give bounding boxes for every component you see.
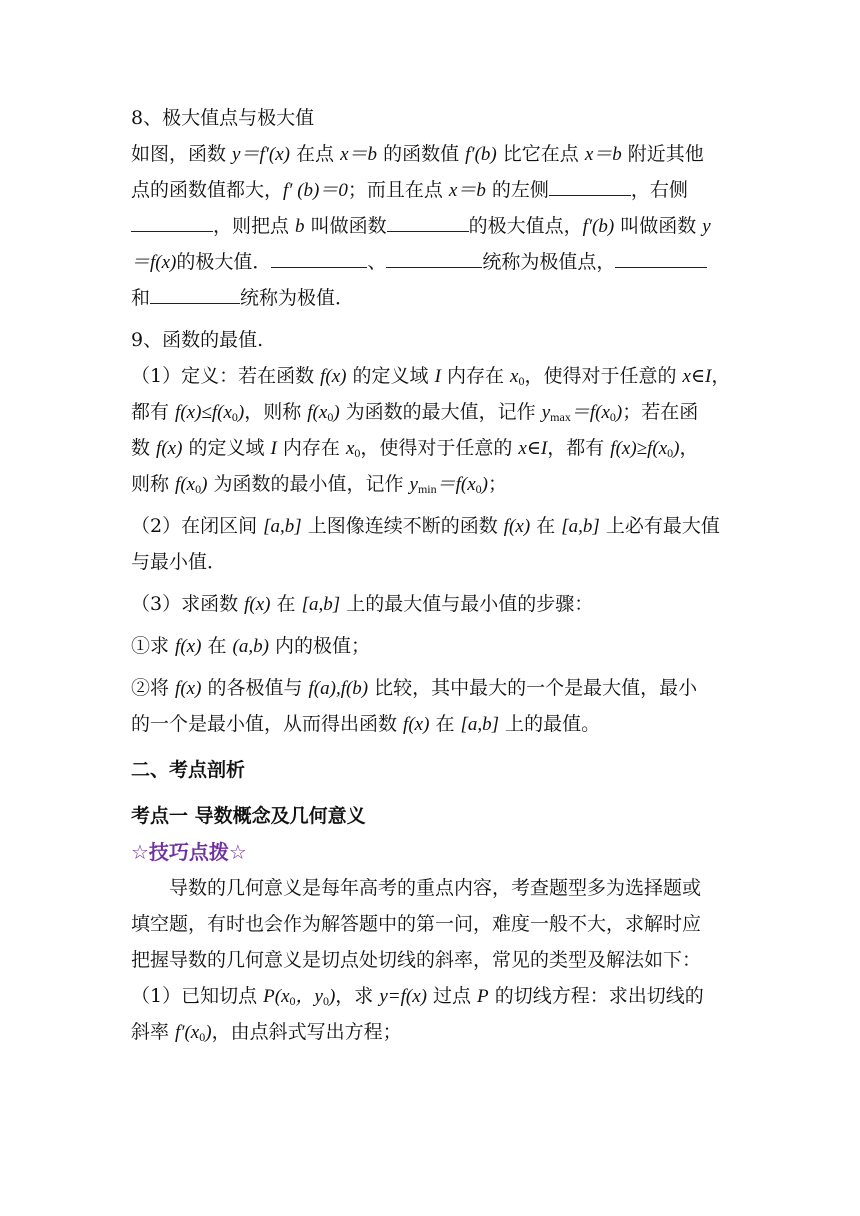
text-run: ， <box>679 437 699 459</box>
text-run: 内存在 <box>276 437 346 459</box>
section-9-def-2 <box>131 394 731 430</box>
text-run: f′(b) <box>582 216 615 237</box>
text-run: y=f(x) <box>379 986 427 1007</box>
math-expression <box>175 1022 212 1043</box>
text-run: y <box>409 474 418 495</box>
text-run: f′(b) <box>465 144 497 165</box>
text-run: ) <box>201 474 208 495</box>
fill-blank-right[interactable] <box>131 217 213 232</box>
fill-blank-function[interactable] <box>387 217 469 232</box>
section-9-def-1 <box>131 358 731 394</box>
text-run: 比它在点 <box>496 143 585 165</box>
section-9-step-1 <box>131 628 731 664</box>
section-9-title <box>131 322 731 358</box>
text-run: 把握导数的几何意义是切点处切线的斜率，常见的类型及解法如下： <box>131 949 702 971</box>
math-expression <box>175 474 207 495</box>
section-9-point-2-cont <box>131 544 731 580</box>
text-run: 导数的几何意义是每年高考的重点内容，考查题型多为选择题或 <box>169 877 702 899</box>
text-run: 的极大值． <box>176 251 272 273</box>
text-run: 的函数值 <box>377 143 466 165</box>
text-run: P <box>477 986 489 1007</box>
text-run: 的定义域 <box>182 437 271 459</box>
math-expression <box>410 474 488 495</box>
math-expression <box>542 402 622 423</box>
text-run: 0 <box>354 446 361 460</box>
text-run: x＝b <box>340 144 378 165</box>
text-run: f(x) <box>503 516 531 537</box>
text-run: ＝f(x) <box>131 252 177 273</box>
text-run: 附近其他 <box>621 143 704 165</box>
text-run: x∈I <box>682 366 712 387</box>
tips-paragraph-3 <box>131 942 731 978</box>
text-run: ) <box>205 1022 212 1043</box>
section-8-line-5 <box>131 280 731 316</box>
text-run: 为函数的最小值，记作 <box>207 473 410 495</box>
text-run: ，求 <box>335 985 380 1007</box>
text-run: 数 <box>131 437 157 459</box>
text-run: 的极大值点， <box>468 215 583 237</box>
topic-1-heading <box>131 798 731 834</box>
text-run: 和 <box>131 287 151 309</box>
text-run: 上图像连续不断的函数 <box>301 515 504 537</box>
text-run: y <box>702 216 711 237</box>
text-run: 内的极值； <box>268 635 370 657</box>
fill-blank-max-point[interactable] <box>271 253 367 268</box>
math-expression <box>346 438 360 459</box>
section-8-title <box>131 100 731 136</box>
part-2-heading <box>131 752 731 788</box>
tips-paragraph-1 <box>131 870 731 906</box>
text-run: 在 <box>270 593 302 615</box>
text-run: y <box>541 402 551 423</box>
text-run: 的左侧 <box>485 179 549 201</box>
text-run: ①求 <box>131 635 176 657</box>
text-run: 0 <box>518 374 525 388</box>
text-run: 0 <box>475 482 482 496</box>
text-run: ； <box>488 473 508 495</box>
section-9-point-3 <box>131 586 731 622</box>
text-run: 统称为极值点， <box>482 251 616 273</box>
text-run: f(x <box>175 474 196 495</box>
tips-case-1-cont <box>131 1014 731 1050</box>
text-run: 上的最大值与最小值的步骤： <box>340 593 594 615</box>
text-run: f(x) <box>175 678 202 699</box>
text-run: 过点 <box>426 985 478 1007</box>
text-run: ，右侧 <box>630 179 688 201</box>
text-run: f(x) <box>175 636 202 657</box>
text-run: 0 <box>199 1030 206 1044</box>
text-run: （1）已知切点 <box>131 985 264 1007</box>
text-run: ＝f(x <box>570 402 610 423</box>
section-8-line-1 <box>131 136 731 172</box>
text-run: ，由点斜式写出方程； <box>211 1021 402 1043</box>
text-run: 则称 <box>131 473 176 495</box>
text-run: ) <box>237 402 245 423</box>
text-run: f(a),f(b) <box>308 678 369 699</box>
section-8-line-2 <box>131 172 731 208</box>
text-run: 的各极值与 <box>201 677 309 699</box>
text-run: 0 <box>195 482 202 496</box>
text-run: 在点 <box>290 143 341 165</box>
math-expression <box>263 986 335 1007</box>
section-9-step-2 <box>131 670 731 706</box>
text-run: 0 <box>231 410 238 424</box>
text-run: 填空题，有时也会作为解答题中的第一问，难度一般不大，求解时应 <box>131 913 702 935</box>
text-run: [a,b] <box>561 516 600 537</box>
text-run: ；若在函 <box>622 401 699 423</box>
text-run: x∈I <box>518 438 548 459</box>
text-run: 上必有最大值 <box>599 515 720 537</box>
text-run: f(x) <box>403 714 430 735</box>
text-run: max <box>550 410 571 424</box>
tips-case-1 <box>131 978 731 1014</box>
text-run: 在 <box>530 515 562 537</box>
fill-blank-min-value[interactable] <box>150 289 240 304</box>
text-run: （3）求函数 <box>131 593 245 615</box>
text-run: 内存在 <box>440 365 511 387</box>
section-9-def-3 <box>131 430 731 466</box>
text-run: I <box>434 366 441 387</box>
text-run: 如图，函数 <box>131 143 233 165</box>
text-run: 上的最值。 <box>499 713 601 735</box>
text-run: 0 <box>322 994 329 1008</box>
text-run: [a,b] <box>263 516 302 537</box>
text-run: ) <box>333 402 340 423</box>
text-run: I <box>270 438 277 459</box>
text-run: 在 <box>429 713 461 735</box>
math-expression <box>307 402 339 423</box>
text-run: 的一个是最小值，从而得出函数 <box>131 713 404 735</box>
text-run: f(x <box>307 402 328 423</box>
text-run: ) <box>673 438 680 459</box>
text-run: ，则把点 <box>213 215 296 237</box>
text-run: 9、函数的最值. <box>131 329 264 351</box>
text-run: ＝f(x <box>436 474 476 495</box>
text-run: [a,b] <box>301 594 341 615</box>
text-run: 8、极大值点与极大值 <box>131 107 315 129</box>
text-run: f(x)≥f(x <box>610 438 668 459</box>
text-run: ，使得对于任意的 <box>360 437 519 459</box>
math-expression <box>610 438 679 459</box>
text-run: ②将 <box>131 677 176 699</box>
text-run: ；而且在点 <box>347 179 449 201</box>
text-run: f(x)≤f(x <box>175 402 232 423</box>
text-run: 、 <box>367 251 387 273</box>
text-run: ，使得对于任意的 <box>524 365 683 387</box>
text-run: 的定义域 <box>346 365 435 387</box>
text-run: ，都有 <box>547 437 611 459</box>
text-run: 0 <box>609 410 616 424</box>
text-run: 叫做函数 <box>614 215 703 237</box>
text-run: ) <box>481 474 488 495</box>
text-run: x <box>345 438 355 459</box>
text-run: ，y <box>295 986 323 1007</box>
text-run: f(x) <box>320 366 347 387</box>
text-run: x <box>510 366 519 387</box>
text-run: 0 <box>327 410 334 424</box>
tips-paragraph-2 <box>131 906 731 942</box>
fill-blank-min-point[interactable] <box>386 253 482 268</box>
section-8-line-3 <box>131 208 731 244</box>
content <box>131 100 731 1050</box>
spacer <box>131 788 731 798</box>
section-8-line-4 <box>131 244 731 280</box>
text-run: P(x <box>263 986 290 1007</box>
text-run: 为函数的最大值，记作 <box>339 401 542 423</box>
text-run: y＝f′(x) <box>232 144 291 165</box>
text-run: f′ (b)＝0 <box>283 180 348 201</box>
text-run: 0 <box>289 994 296 1008</box>
section-9-def-4 <box>131 466 731 502</box>
text-run: 与最小值． <box>131 551 227 573</box>
text-run: 点的函数值都大， <box>131 179 284 201</box>
text-run: (a,b) <box>232 636 269 657</box>
text-run: 二、考点剖析 <box>131 759 246 781</box>
text-run: [a,b] <box>460 714 500 735</box>
section-9-step-2-cont <box>131 706 731 742</box>
text-run: 0 <box>667 446 674 460</box>
text-run: ，则称 <box>244 401 308 423</box>
text-run: x＝b <box>584 144 622 165</box>
text-run: 叫做函数 <box>304 215 387 237</box>
text-run: ☆技巧点拨☆ <box>131 840 247 864</box>
text-run: 的切线方程：求出切线的 <box>488 985 704 1007</box>
text-run: b <box>295 216 305 237</box>
text-run: ， <box>711 365 731 387</box>
text-run: x＝b <box>448 180 486 201</box>
math-expression <box>175 402 244 423</box>
text-run: 都有 <box>131 401 176 423</box>
math-expression <box>510 366 524 387</box>
text-run: f(x) <box>244 594 271 615</box>
text-run: （1）定义：若在函数 <box>131 365 321 387</box>
text-run: 考点一 导数概念及几何意义 <box>131 805 366 827</box>
text-run: f(x) <box>156 438 183 459</box>
text-run: 统称为极值． <box>240 287 355 309</box>
text-run: min <box>417 482 437 496</box>
text-run: ) <box>328 986 336 1007</box>
tips-heading <box>131 834 731 870</box>
fill-blank-left[interactable] <box>549 181 631 196</box>
section-9-point-2 <box>131 508 731 544</box>
text-run: 斜率 <box>131 1021 176 1043</box>
text-run: 比较，其中最大的一个是最大值，最小 <box>368 677 698 699</box>
text-run: 在 <box>201 635 233 657</box>
fill-blank-max-value[interactable] <box>615 253 707 268</box>
text-run: f′(x <box>175 1022 200 1043</box>
text-run: （2）在闭区间 <box>131 515 264 537</box>
spacer <box>131 742 731 752</box>
text-run: ) <box>615 402 623 423</box>
